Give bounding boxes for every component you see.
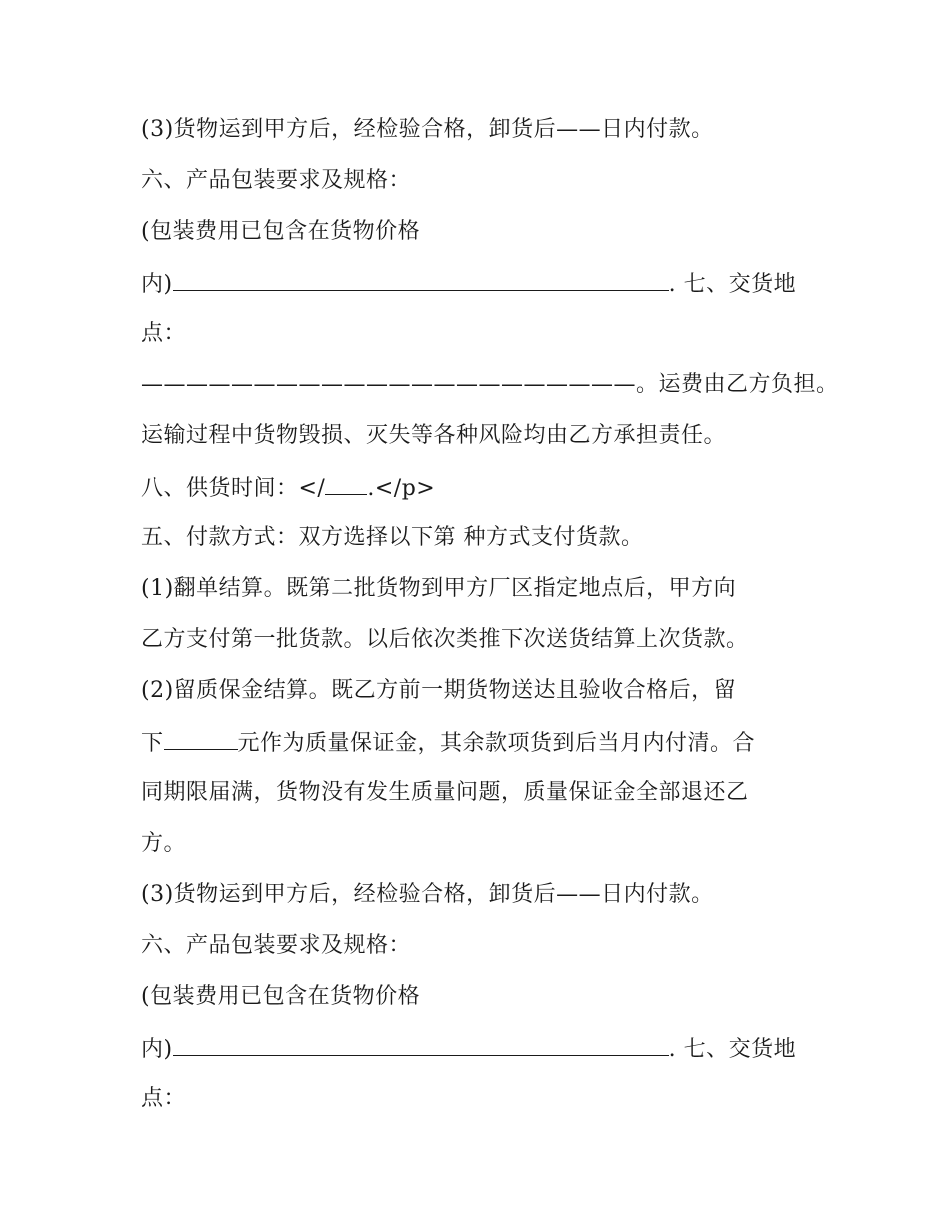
clause-1-line-1 [141, 574, 736, 604]
freight-clause [141, 370, 839, 400]
packaging-blank-line-repeat [141, 1033, 796, 1065]
line-text: ——————————————————————。运费由乙方负担。 [141, 372, 839, 397]
line-text: (包装费用已包含在货物价格 [141, 984, 421, 1009]
fill-in-blank [164, 727, 238, 750]
line-text: 八、供货时间：</ [141, 476, 326, 501]
line-text: 元作为质量保证金，其余款项货到后当月内付清。合 [237, 731, 756, 756]
line-text: 五、付款方式：双方选择以下第 种方式支付货款。 [141, 525, 644, 550]
line-text: 方。 [141, 831, 187, 856]
line-text: 同期限届满，货物没有发生质量问题，质量保证金全部退还乙 [141, 780, 749, 805]
line-text: 运输过程中货物毁损、灭失等各种风险均由乙方承担责任。 [141, 423, 727, 448]
line-text: . 七、交货地 [668, 1037, 797, 1062]
packaging-note-repeat [141, 982, 420, 1012]
line-text: (3)货物运到甲方后，经检验合格，卸货后——日内付款。 [141, 882, 714, 907]
section-6-heading-repeat [141, 931, 411, 961]
fill-in-blank [173, 268, 669, 291]
note-text: (包装费用已包含在货物价格 [141, 219, 421, 244]
line-text: 点： [141, 321, 187, 346]
clause-2-line-4 [141, 829, 186, 859]
section-6-heading [141, 166, 411, 196]
line-text: . 七、交货地 [668, 272, 797, 297]
fill-in-blank [325, 472, 367, 495]
line-text: 内) [141, 1037, 173, 1062]
line-text: 下 [141, 731, 164, 756]
fill-in-blank [173, 1033, 669, 1056]
risk-clause [141, 421, 726, 451]
clause-2-line-1 [141, 676, 736, 706]
delivery-place-label [141, 319, 186, 349]
section-5-payment-method [141, 523, 644, 553]
line-text: (2)留质保金结算。既乙方前一期货物送达且验收合格后，留 [141, 678, 737, 703]
line-text: 点： [141, 1086, 187, 1111]
delivery-place-label-repeat [141, 1084, 186, 1114]
line-text: 六、产品包装要求及规格： [141, 933, 412, 958]
clause-text: (3)货物运到甲方后，经检验合格，卸货后——日内付款。 [141, 117, 714, 142]
line-text: 内) [141, 272, 173, 297]
clause-1-line-2 [141, 625, 749, 655]
clause-3-payment-repeat [141, 880, 714, 910]
line-text: 乙方支付第一批货款。以后依次类推下次送货结算上次货款。 [141, 627, 749, 652]
clause-3-payment [141, 115, 714, 145]
heading-text: 六、产品包装要求及规格： [141, 168, 412, 193]
packaging-note [141, 217, 420, 247]
clause-2-line-2 [141, 727, 755, 759]
line-text: .</p> [367, 476, 436, 501]
clause-2-line-3 [141, 778, 749, 808]
packaging-blank-line [141, 268, 796, 300]
line-text: (1)翻单结算。既第二批货物到甲方厂区指定地点后，甲方向 [141, 576, 737, 601]
section-8-supply-time [141, 472, 435, 504]
